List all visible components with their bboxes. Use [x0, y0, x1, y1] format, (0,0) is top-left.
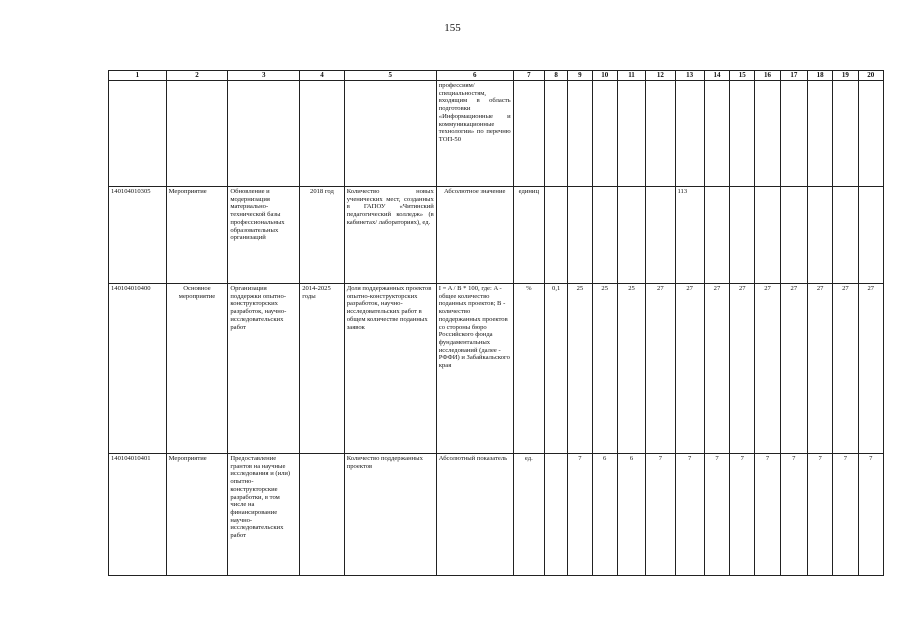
value-cell: 113 — [675, 187, 704, 284]
col-header-12: 12 — [646, 71, 675, 81]
name-cell: Обновление и модернизация материально-технической базы профессиональных образовательных организаций — [228, 187, 300, 284]
value-cell: 7 — [833, 454, 858, 576]
period-cell: 2014-2025 годы — [300, 284, 345, 454]
col-header-8: 8 — [545, 71, 568, 81]
type-cell: Основное мероприятие — [166, 284, 228, 454]
type-cell: Мероприятие — [166, 187, 228, 284]
value-cell: 27 — [858, 284, 883, 454]
value-cell: 7 — [704, 454, 729, 576]
period-cell: 2018 год — [300, 187, 345, 284]
value-cell: 25 — [592, 284, 617, 454]
value-cell: 25 — [568, 284, 592, 454]
col-header-7: 7 — [513, 71, 544, 81]
value-cell: 7 — [807, 454, 832, 576]
value-cell: 27 — [646, 284, 675, 454]
indicator-cell: Количество новых ученических мест, созданных в ГАПОУ «Читинский педагогический колледж» (в кабинетах/ лабораториях), ед. — [344, 187, 436, 284]
value-cell: 27 — [780, 284, 807, 454]
value-cell: 27 — [807, 284, 832, 454]
method-cell: профессиям/специальностям, входящим в область подготовки «Информационные и коммуникационные технологии» по перечню ТОП-50 — [436, 81, 513, 187]
program-table — [108, 70, 884, 576]
code-cell: 140104010400 — [109, 284, 167, 454]
value-cell: 7 — [858, 454, 883, 576]
col-header-2: 2 — [166, 71, 228, 81]
value-cell: 7 — [780, 454, 807, 576]
value-cell: 7 — [568, 454, 592, 576]
table-row-continuation — [109, 81, 884, 187]
type-cell: Мероприятие — [166, 454, 228, 576]
col-header-1: 1 — [109, 71, 167, 81]
col-header-16: 16 — [755, 71, 780, 81]
value-cell: 7 — [755, 454, 780, 576]
table-row — [109, 284, 884, 454]
value-cell: 6 — [592, 454, 617, 576]
value-cell: 7 — [675, 454, 704, 576]
col-header-18: 18 — [807, 71, 832, 81]
value-cell: 0,1 — [545, 284, 568, 454]
col-header-10: 10 — [592, 71, 617, 81]
value-cell: 7 — [646, 454, 675, 576]
code-cell: 140104010401 — [109, 454, 167, 576]
table-row — [109, 187, 884, 284]
value-cell: 7 — [730, 454, 755, 576]
table-row — [109, 454, 884, 576]
col-header-19: 19 — [833, 71, 858, 81]
name-cell: Организация поддержки опытно-конструкторских разработок, научно-исследовательских работ — [228, 284, 300, 454]
method-cell: Абсолютный показатель — [436, 454, 513, 576]
value-cell: 27 — [675, 284, 704, 454]
value-cell: 27 — [833, 284, 858, 454]
col-header-11: 11 — [617, 71, 645, 81]
col-header-13: 13 — [675, 71, 704, 81]
value-cell: 27 — [704, 284, 729, 454]
indicator-cell: Доля поддержанных проектов опытно-конструкторских разработок, научно-исследовательских работ в общем количестве поданных заявок — [344, 284, 436, 454]
value-cell: 27 — [755, 284, 780, 454]
value-cell: 27 — [730, 284, 755, 454]
unit-cell: ед. — [513, 454, 544, 576]
col-header-17: 17 — [780, 71, 807, 81]
name-cell: Предоставление грантов на научные исследования и (или) опытно-конструкторские разработки, в том числе на финансирование научно-исследовательских работ — [228, 454, 300, 576]
method-cell: Абсолютное значение — [436, 187, 513, 284]
value-cell — [545, 454, 568, 576]
unit-cell: единиц — [513, 187, 544, 284]
col-header-4: 4 — [300, 71, 345, 81]
header-row — [109, 71, 884, 81]
col-header-6: 6 — [436, 71, 513, 81]
indicator-cell: Количество поддержанных проектов — [344, 454, 436, 576]
unit-cell: % — [513, 284, 544, 454]
col-header-15: 15 — [730, 71, 755, 81]
value-cell: 25 — [617, 284, 645, 454]
page-number: 155 — [444, 22, 461, 34]
col-header-14: 14 — [704, 71, 729, 81]
col-header-5: 5 — [344, 71, 436, 81]
col-header-20: 20 — [858, 71, 883, 81]
method-cell: I = A / B * 100, где: A - общее количество поданных проектов; B - количество поддержанных проектов со стороны бюро Российского фонда фундаментальных исследований (далее - РФФИ) и Забайкальского края — [436, 284, 513, 454]
value-cell: 6 — [617, 454, 645, 576]
col-header-9: 9 — [568, 71, 592, 81]
col-header-3: 3 — [228, 71, 300, 81]
code-cell: 140104010305 — [109, 187, 167, 284]
